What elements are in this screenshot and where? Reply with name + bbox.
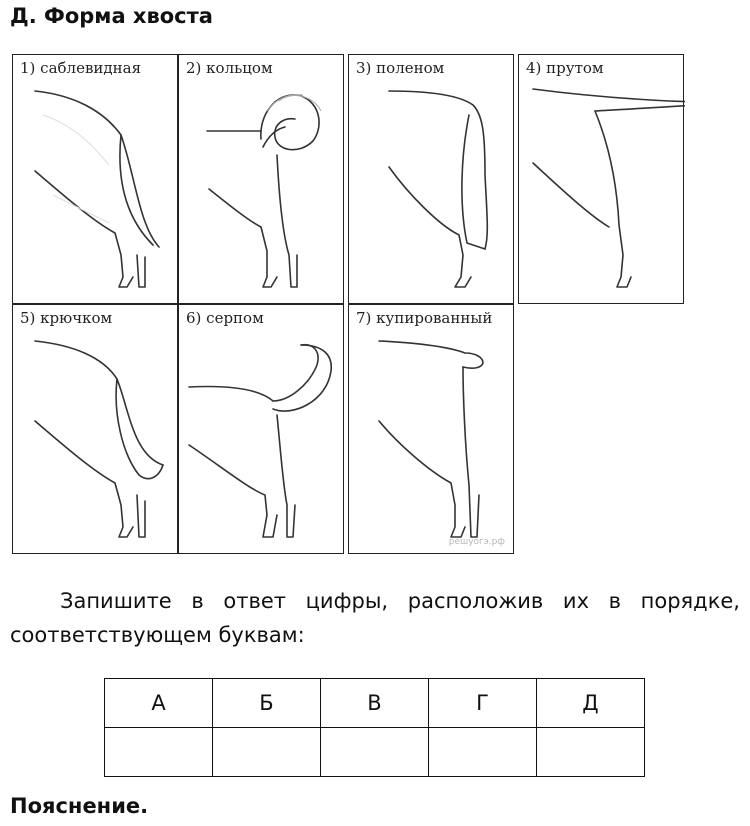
sickle-tail-drawing xyxy=(179,305,345,555)
tail-cell-docked xyxy=(348,304,514,554)
answer-cell[interactable] xyxy=(537,728,645,777)
tail-shapes-grid xyxy=(12,54,604,554)
answer-table-header-row xyxy=(105,679,645,728)
answer-table-header: Д xyxy=(537,679,645,728)
answer-cell[interactable] xyxy=(105,728,213,777)
watermark: решуогэ.рф xyxy=(448,537,505,547)
answer-cell[interactable] xyxy=(213,728,321,777)
hook-tail-drawing xyxy=(13,305,179,555)
answer-cell[interactable] xyxy=(321,728,429,777)
tail-label: 3) поленом xyxy=(356,59,445,77)
ring-tail-drawing xyxy=(179,55,345,305)
answer-table-header: Б xyxy=(213,679,321,728)
tail-cell-ring xyxy=(178,54,344,304)
answer-table-input-row xyxy=(105,728,645,777)
tail-label: 4) прутом xyxy=(526,59,604,77)
docked-tail-drawing xyxy=(349,305,515,555)
answer-cell[interactable] xyxy=(429,728,537,777)
section-heading: Д. Форма хвоста xyxy=(10,4,213,28)
tail-cell-log xyxy=(348,54,514,304)
tail-cell-saber xyxy=(12,54,178,304)
rod-tail-drawing xyxy=(519,55,685,305)
tail-cell-hook xyxy=(12,304,178,554)
explanation-heading: Пояснение. xyxy=(10,794,149,818)
answer-table xyxy=(104,678,645,777)
tail-label: 1) саблевидная xyxy=(20,59,142,77)
answer-instruction: Запишите в ответ цифры, расположив их в порядке, соответствующем буквам: xyxy=(10,589,740,647)
answer-table-header: А xyxy=(105,679,213,728)
answer-table-header: Г xyxy=(429,679,537,728)
tail-label: 7) купированный xyxy=(356,309,493,327)
answer-table-header: В xyxy=(321,679,429,728)
tail-cell-sickle xyxy=(178,304,344,554)
tail-label: 6) серпом xyxy=(186,309,264,327)
tail-cell-rod xyxy=(518,54,684,304)
tail-label: 2) кольцом xyxy=(186,59,273,77)
log-tail-drawing xyxy=(349,55,515,305)
tail-label: 5) крючком xyxy=(20,309,113,327)
saber-tail-drawing xyxy=(13,55,179,305)
